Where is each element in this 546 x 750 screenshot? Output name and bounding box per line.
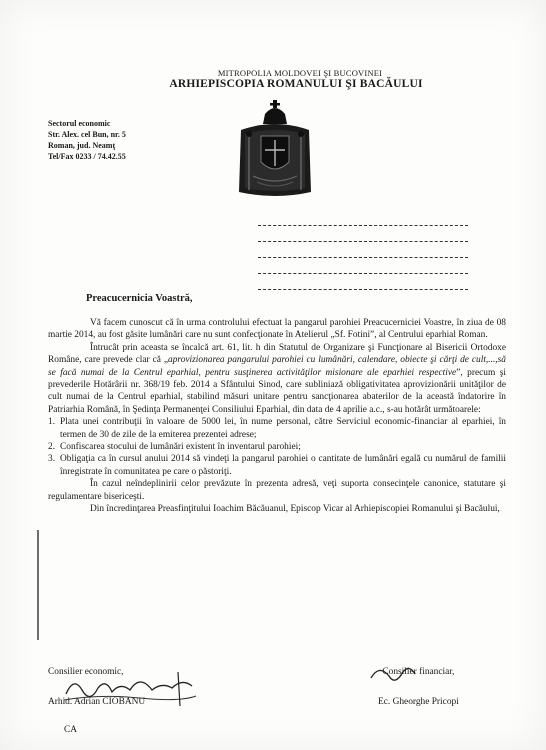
legal-basis-continuation: ”, precum şi prevederile Hotărârii nr. 368/19 feb. 2014 a Sfântului Sinod, care subliniază obligativitatea aprovizionării unităţilor de cult numai de la Centrul eparhial, stabilind măsuri unitare pentru sancţionarea abaterilor de la această îndatorire în Patriarhia Română, în Şedinţa Permanenţei Consiliului Eparhial, din data de 4 aprilie a.c., s-au hotărât următoarele: xyxy=(48,367,506,415)
list-item-number: 2. xyxy=(48,442,56,453)
paragraph-legal-basis xyxy=(48,342,506,416)
right-signatory-name: Ec. Gheorghe Pricopi xyxy=(378,697,459,707)
metropolis-header: MITROPOLIA MOLDOVEI ŞI BUCOVINEI xyxy=(217,68,383,78)
list-item-text: Obligaţia ca în cursul anului 2014 să vindeţi la pangarul parohiei o cantitate de lumânări egală cu numărul de familii înregistrate în comunitatea pe care o păstoriţi. xyxy=(60,454,506,477)
sender-street: Str. Alex. cel Bun, nr. 5 xyxy=(48,130,126,139)
paragraph-consequences: În cazul neîndeplinirii celor prevăzute în prezenta adresă, veţi suporta consecinţele canonice, statutare şi regulamentare bisericeşti. xyxy=(48,479,506,502)
list-item-number: 1. xyxy=(48,417,56,428)
margin-mark xyxy=(36,530,40,640)
salutation: Preacucernicia Voastră, xyxy=(86,293,193,304)
right-signatory-title: Consilier financiar, xyxy=(382,667,455,677)
recipient-address-lines xyxy=(258,210,468,290)
paragraph-authorization: Din încredinţarea Preasfinţitului Ioachim Băcăuanul, Episcop Vicar al Arhiepiscopiei Romanului şi Bacăului, xyxy=(90,504,500,515)
left-signatory-name: Arhid. Adrian CIOBANU xyxy=(48,697,146,707)
coat-of-arms-icon xyxy=(235,100,315,200)
archdiocese-header: ARHIEPISCOPIA ROMANULUI ŞI BACĂULUI xyxy=(169,78,423,90)
sender-block xyxy=(48,118,126,162)
sender-city: Roman, jud. Neamţ xyxy=(48,141,116,150)
list-item xyxy=(48,441,506,453)
legal-basis-text: Întrucât prin aceasta se încalcă art. 61, lit. h din Statutul de Organizare şi Funcţionare al Bisericii Ortodoxe Române, care prevede clar că „ xyxy=(48,342,506,366)
sender-phone: Tel/Fax 0233 / 74.42.55 xyxy=(48,152,126,161)
paragraph-findings: Vă facem cunoscut că în urma controlului efectuat la pangarul parohiei Preacucerniciei Voastre, în ziua de 08 martie 2014, au fost găsite lumânări care nu sunt confecţionate în Atelierul „Sf. Fotini”, al Centrului eparhial Roman. xyxy=(48,318,506,341)
list-item-text: Confiscarea stocului de lumânări existent în inventarul parohiei; xyxy=(60,442,301,453)
statute-quote: aprovizionarea pangarului parohiei cu lumânări, calendare, obiecte şi cărţi de cult,...,să se facă numai de la Centrul eparhial, pentru susţinerea activităţilor misionare ale eparhiei respective xyxy=(48,355,506,378)
handwritten-signature-icon xyxy=(60,668,200,708)
list-item xyxy=(48,453,506,478)
initials-mark: CA xyxy=(64,725,78,735)
left-signatory-title: Consilier economic, xyxy=(48,667,124,677)
sender-department: Sectorul economic xyxy=(48,119,111,128)
financial-signature-icon xyxy=(365,660,445,694)
list-item-text: Plata unei contribuţii în valoare de 5000 lei, în nume personal, către Serviciul economic-financiar al eparhiei, în termen de 30 de zile de la emiterea prezentei adrese; xyxy=(60,417,506,440)
list-item-number: 3. xyxy=(48,454,56,465)
list-item xyxy=(48,416,506,441)
letter-body xyxy=(48,317,506,516)
decisions-list xyxy=(48,416,506,478)
